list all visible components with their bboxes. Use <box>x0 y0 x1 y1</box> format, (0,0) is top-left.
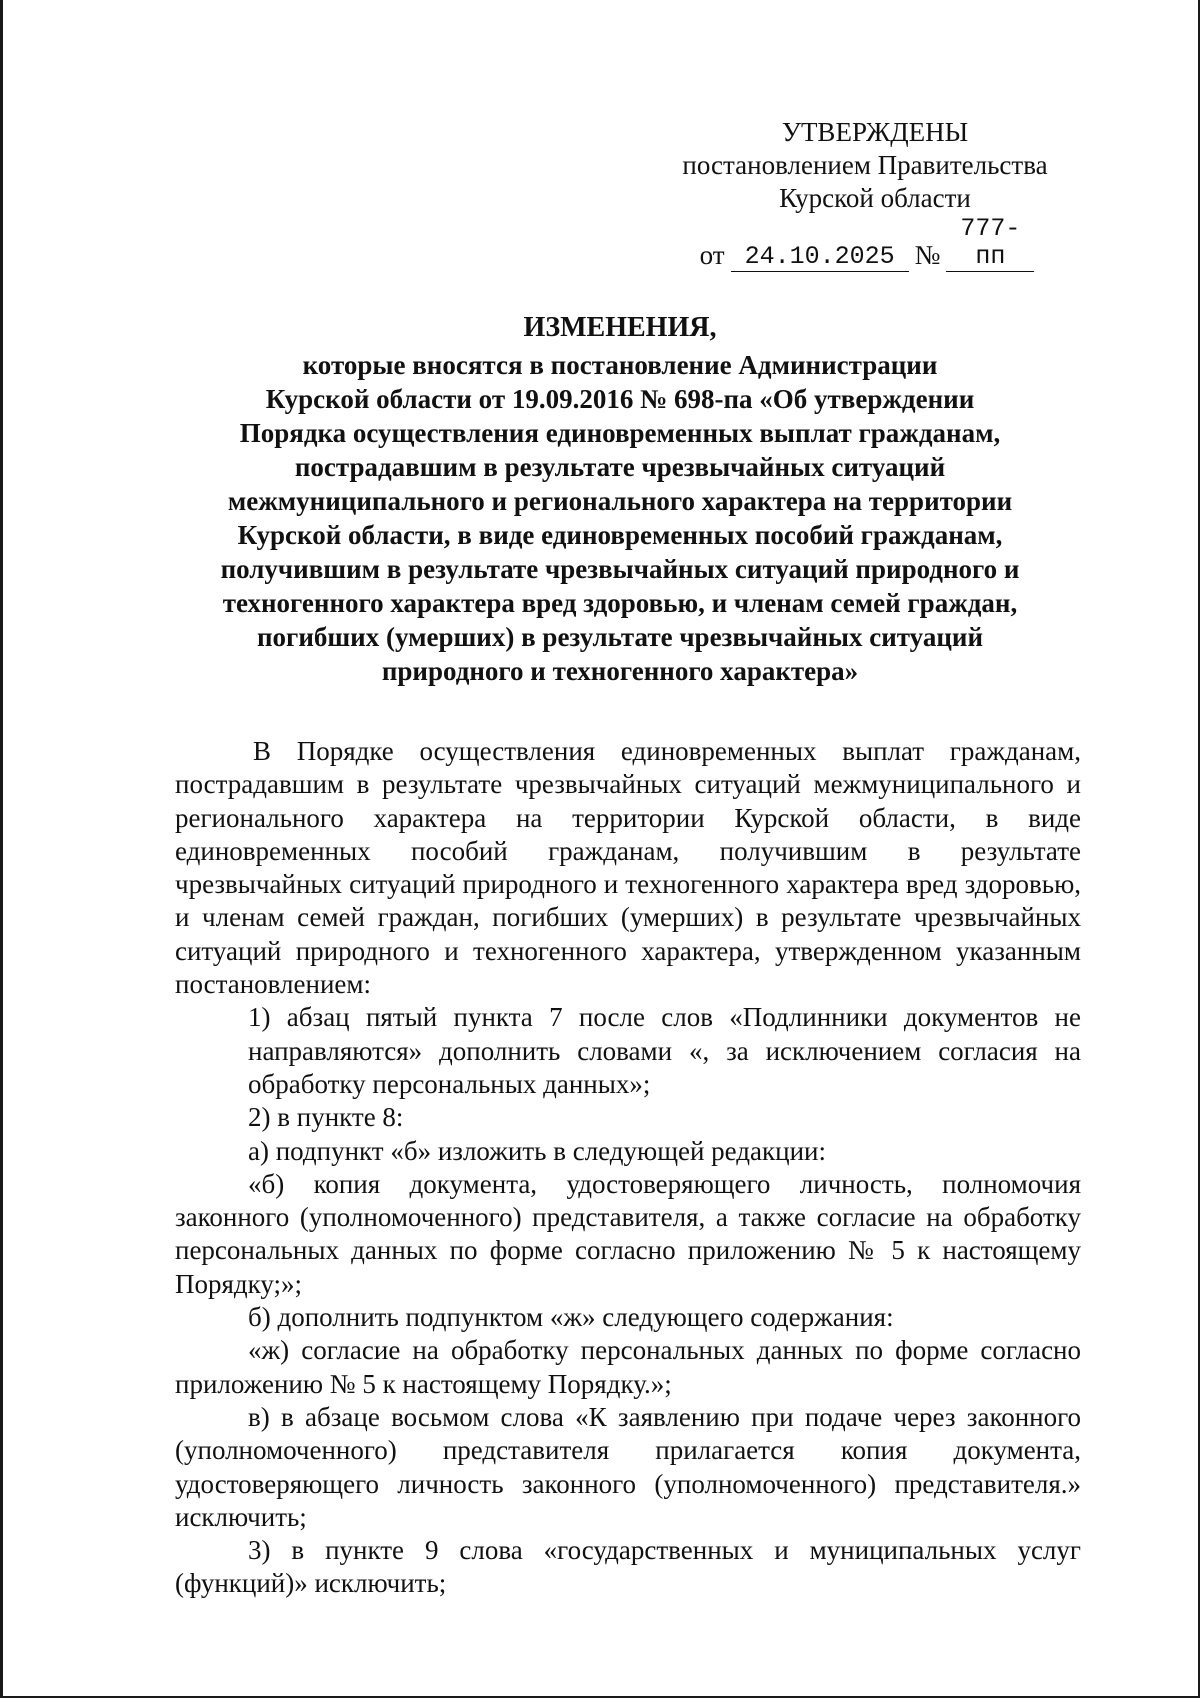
title-line: погибших (умерших) в результате чрезвычайных ситуаций <box>257 622 983 652</box>
amendment-item-2a-text: «б) копия документа, удостоверяющего личность, полномочия законного (уполномоченного) представителя, а также согласие на обработку персональных данных по форме согласно приложению № 5 к настоящему Порядку;»; <box>175 1168 1081 1299</box>
title-line: Курской области от 19.09.2016 № 698-па «Об утверждении <box>265 384 975 414</box>
amendment-item-2b: б) дополнить подпунктом «ж» следующего содержания: <box>248 1302 894 1333</box>
approval-authority: постановлением Правительства <box>682 150 1048 180</box>
number-prefix: № <box>914 240 941 270</box>
title-heading: ИЗМЕНЕНИЯ, <box>523 312 717 343</box>
amendment-item-2b-text: «ж) согласие на обработку персональных данных по форме согласно приложению № 5 к настоящему Порядку.»; <box>175 1335 1081 1399</box>
document-title <box>180 311 1060 688</box>
amendment-item-1: 1) абзац пятый пункта 7 после слов «Подлинники документов не направляются» дополнить словами «, за исключением согласия на обработку персональных данных»; <box>248 1002 1081 1099</box>
amendment-item-3: 3) в пункте 9 слова «государственных и муниципальных услуг (функций)» исключить; <box>175 1535 1081 1599</box>
amendment-item-2c: в) в абзаце восьмом слова «К заявлению при подаче через законного (уполномоченного) представителя прилагается копия документа, удостоверяющего личность законного (уполномоченного) представителя.» исключить; <box>175 1401 1081 1532</box>
title-line: получившим в результате чрезвычайных ситуаций природного и <box>220 554 1020 584</box>
approval-date-value: 24.10.2025 <box>731 243 909 272</box>
title-line: Курской области, в виде единовременных пособий гражданам, <box>237 520 1003 550</box>
date-prefix: от <box>699 240 725 270</box>
intro-paragraph: В Порядке осуществления единовременных выплат гражданам, пострадавшим в результате чрезвычайных ситуаций межмуниципального и регионального характера на территории Курской области, в виде единовременных пособий гражданам, получившим в результате чрезвычайных ситуаций природного и техногенного характера вред здоровью, и членам семей граждан, погибших (умерших) в результате чрезвычайных ситуаций природного и техногенного характера, утвержденном указанным постановлением: <box>175 736 1081 1000</box>
title-line: межмуниципального и регионального характера на территории <box>227 486 1013 516</box>
page-left-edge <box>0 0 3 1698</box>
title-line: природного и техногенного характера» <box>381 656 859 686</box>
approval-stamp-block <box>660 116 1070 272</box>
title-line: которые вносятся в постановление Администрации <box>302 350 938 380</box>
document-body <box>175 735 1081 1601</box>
amendment-item-2: 2) в пункте 8: <box>248 1102 404 1133</box>
approval-date-row <box>660 215 1070 272</box>
amendment-item-2a: а) подпункт «б» изложить в следующей редакции: <box>248 1135 826 1166</box>
approval-region: Курской области <box>779 183 971 213</box>
approval-heading: УТВЕРЖДЕНЫ <box>781 117 969 147</box>
title-line: техногенного характера вред здоровью, и членам семей граждан, <box>222 588 1018 618</box>
approval-number-value: 777-пп <box>946 215 1034 272</box>
title-line: пострадавшим в результате чрезвычайных ситуаций <box>294 452 946 482</box>
title-line: Порядка осуществления единовременных выплат гражданам, <box>239 418 1001 448</box>
